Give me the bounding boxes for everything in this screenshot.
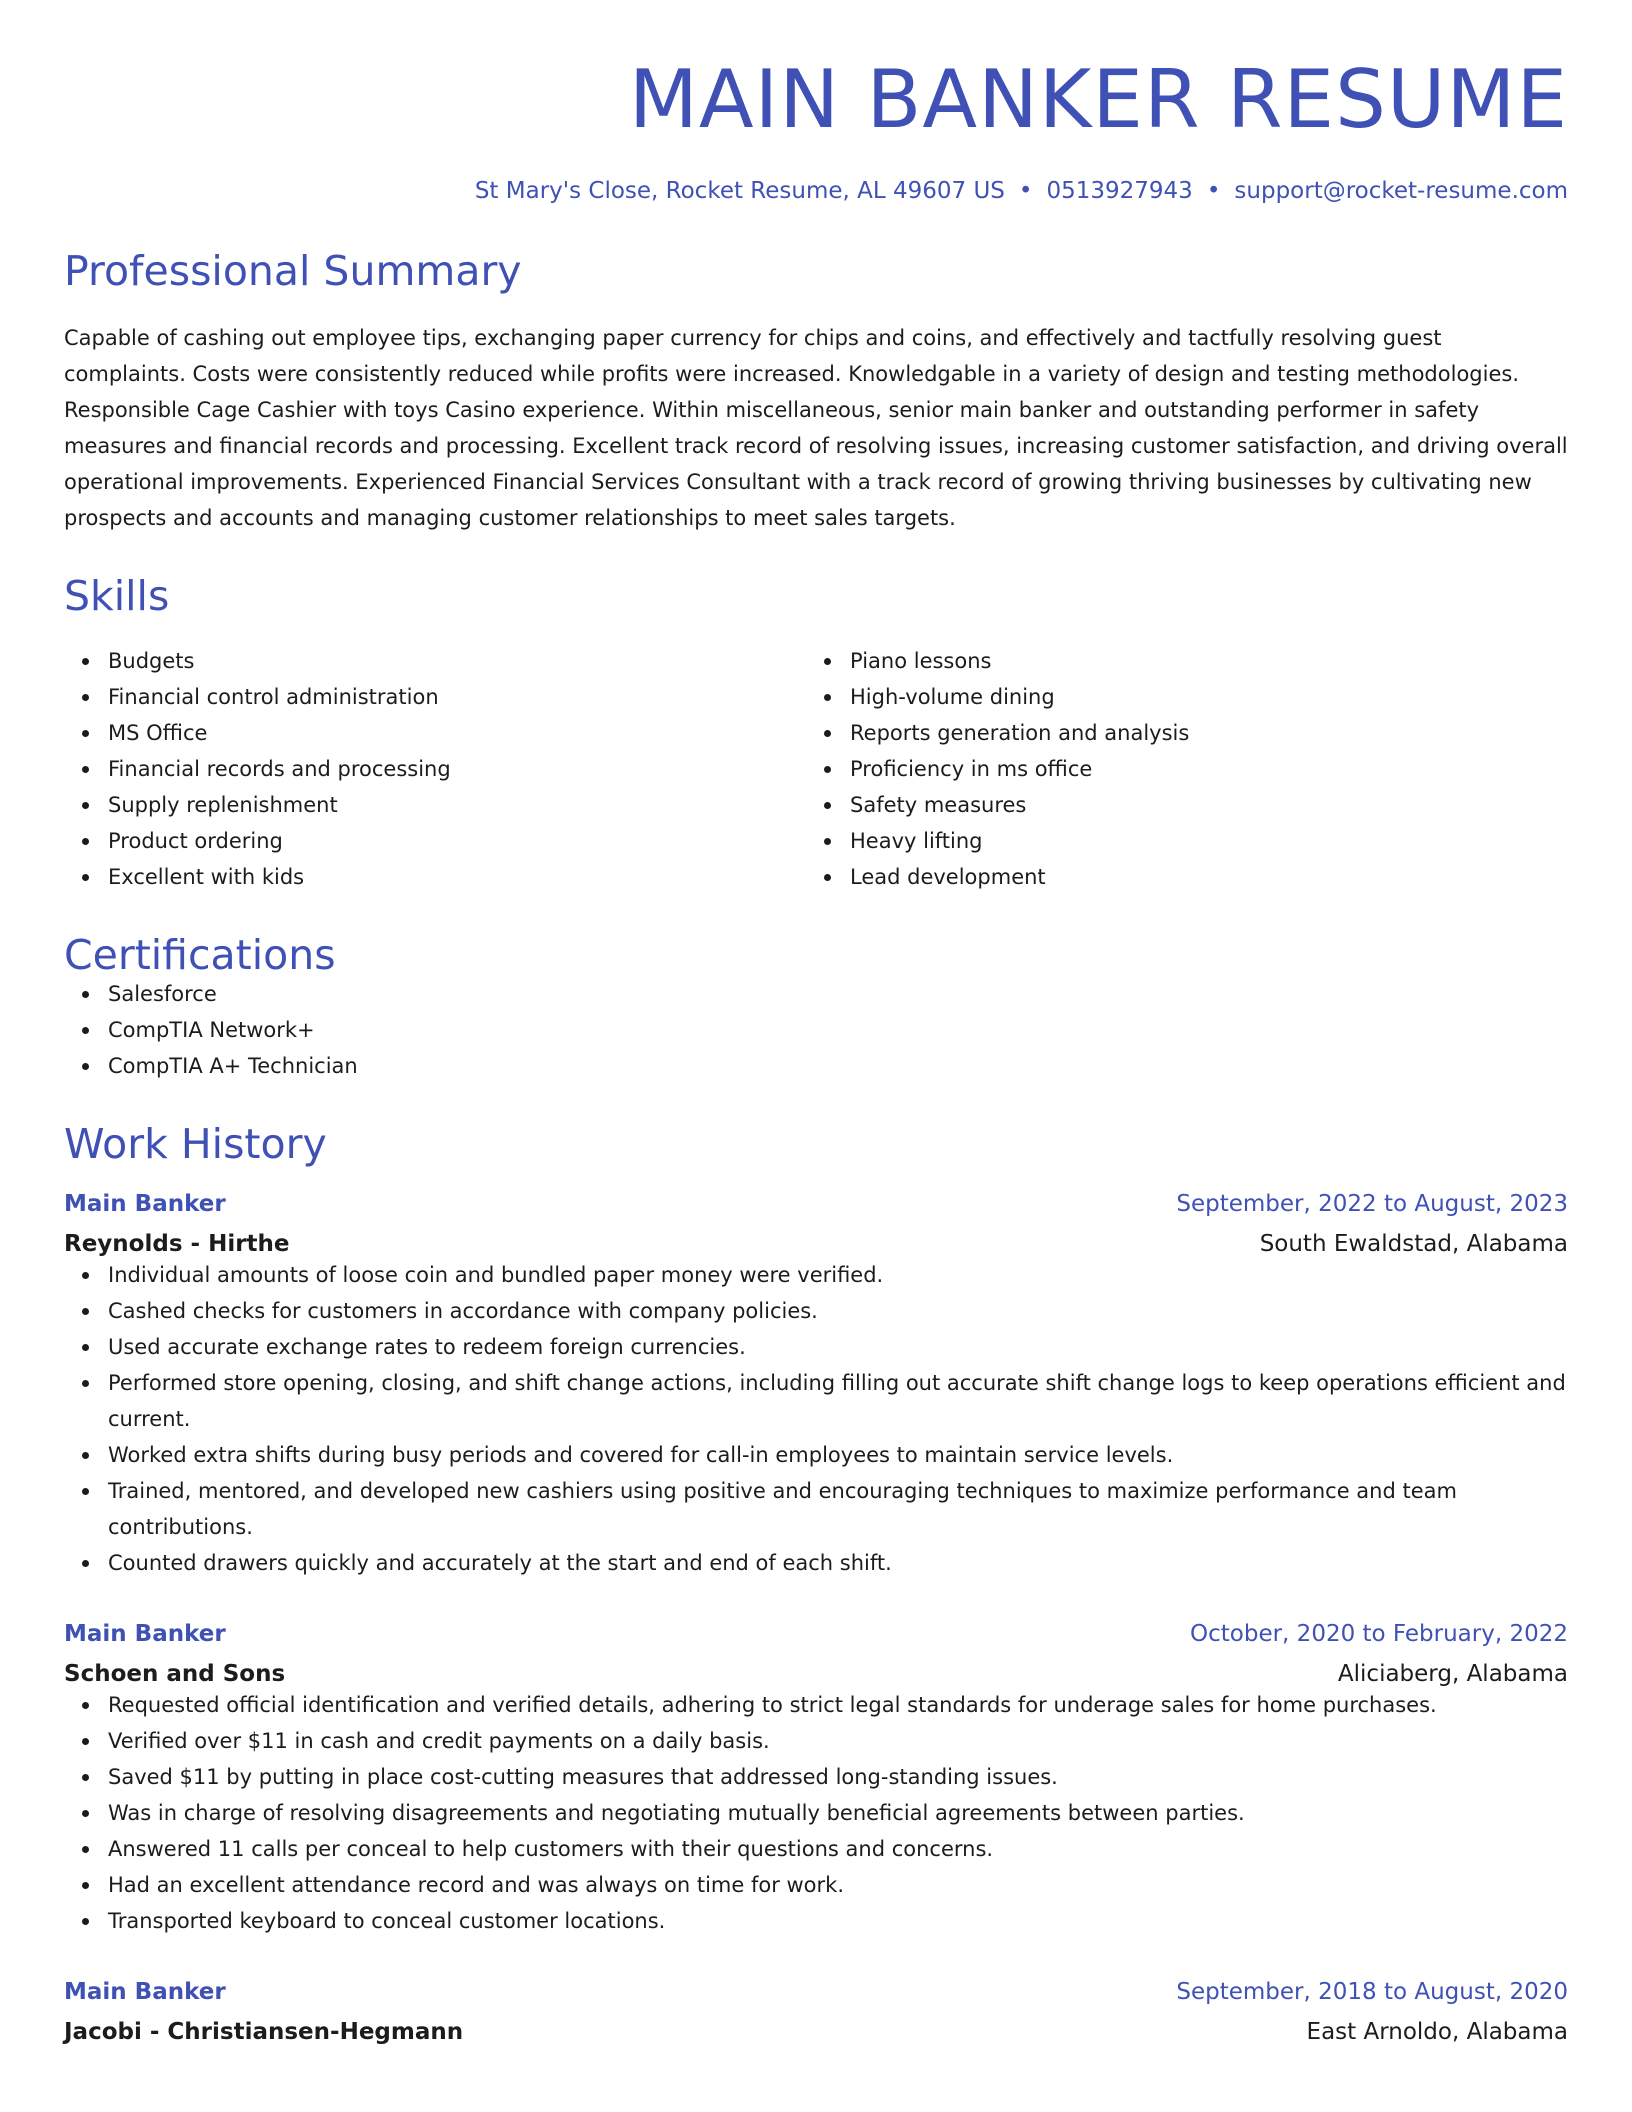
job-bullet-item: Performed store opening, closing, and shift change actions, including filling out accurate shift change logs to keep operations efficient and current. [108, 1365, 1568, 1437]
skill-item: Financial control administration [108, 679, 806, 715]
skill-item: Heavy lifting [850, 823, 1548, 859]
skill-item: Safety measures [850, 787, 1548, 823]
skills-list-left [64, 643, 806, 895]
job-location: South Ewaldstad, Alabama [1259, 1231, 1568, 1257]
job-company-row [64, 1661, 1568, 1687]
job-bullet-item: Had an excellent attendance record and was always on time for work. [108, 1867, 1568, 1903]
job-header-row [64, 1191, 1568, 1217]
job-header-row [64, 1979, 1568, 2005]
skill-item: MS Office [108, 715, 806, 751]
job-company: Jacobi - Christiansen-Hegmann [64, 2019, 464, 2045]
skill-item: Lead development [850, 859, 1548, 895]
contact-separator: • [1206, 178, 1221, 204]
skill-item: Reports generation and analysis [850, 715, 1548, 751]
job-bullet-list [64, 1687, 1568, 1939]
skill-item: High-volume dining [850, 679, 1548, 715]
skills-column-right [806, 643, 1548, 895]
resume-page [64, 0, 1568, 2045]
job-bullet-list [64, 1257, 1568, 1581]
job-bullet-item: Worked extra shifts during busy periods and covered for call-in employees to maintain service levels. [108, 1437, 1568, 1473]
job-bullet-item: Was in charge of resolving disagreements and negotiating mutually beneficial agreements between parties. [108, 1795, 1568, 1831]
skill-item: Piano lessons [850, 643, 1548, 679]
job-company-row [64, 1231, 1568, 1257]
job-dates: October, 2020 to February, 2022 [1190, 1621, 1568, 1647]
job-company: Schoen and Sons [64, 1661, 286, 1687]
job-entry [64, 1979, 1568, 2045]
job-title: Main Banker [64, 1979, 226, 2005]
skill-item: Budgets [108, 643, 806, 679]
certifications-list [64, 976, 1568, 1084]
work-history-list [64, 1191, 1568, 2045]
skills-list-right [806, 643, 1548, 895]
section-title-skills: Skills [64, 572, 170, 620]
skills-grid [64, 643, 1568, 895]
certification-item: Salesforce [108, 976, 1568, 1012]
summary-text: Capable of cashing out employee tips, exchanging paper currency for chips and coins, and effectively and tactfully resolving guest complaints. Costs were consistently reduced while profits were increased. Knowledgable in a variety of design and testing methodologies. Responsible Cage Cashier with toys Casino experience. Within miscellaneous, senior main banker and outstanding performer in safety measures and financial records and processing. Excellent track record of resolving issues, increasing customer satisfaction, and driving overall operational improvements. Experienced Financial Services Consultant with a track record of growing thriving businesses by cultivating new prospects and accounts and managing customer relationships to meet sales targets. [64, 326, 1568, 530]
job-location: Aliciaberg, Alabama [1337, 1661, 1568, 1687]
certification-item: CompTIA A+ Technician [108, 1048, 1568, 1084]
job-bullet-item: Used accurate exchange rates to redeem foreign currencies. [108, 1329, 1568, 1365]
job-bullet-item: Transported keyboard to conceal customer locations. [108, 1903, 1568, 1939]
job-entry [64, 1621, 1568, 1939]
section-title-certifications: Certifications [64, 931, 336, 979]
job-bullet-item: Answered 11 calls per conceal to help customers with their questions and concerns. [108, 1831, 1568, 1867]
job-header-row [64, 1621, 1568, 1647]
contact-phone: 0513927943 [1046, 178, 1193, 204]
job-bullet-item: Trained, mentored, and developed new cashiers using positive and encouraging techniques to maximize performance and team contributions. [108, 1473, 1568, 1545]
section-title-summary: Professional Summary [64, 247, 522, 295]
contact-line [64, 180, 1568, 203]
job-dates: September, 2022 to August, 2023 [1176, 1191, 1568, 1217]
skill-item: Product ordering [108, 823, 806, 859]
job-company: Reynolds - Hirthe [64, 1231, 290, 1257]
certification-item: CompTIA Network+ [108, 1012, 1568, 1048]
job-title: Main Banker [64, 1621, 226, 1647]
skill-item: Excellent with kids [108, 859, 806, 895]
skill-item: Financial records and processing [108, 751, 806, 787]
skills-column-left [64, 643, 806, 895]
job-bullet-item: Counted drawers quickly and accurately at the start and end of each shift. [108, 1545, 1568, 1581]
job-dates: September, 2018 to August, 2020 [1176, 1979, 1568, 2005]
contact-email: support@rocket-resume.com [1234, 178, 1568, 204]
contact-separator: • [1018, 178, 1033, 204]
job-entry [64, 1191, 1568, 1581]
job-bullet-item: Verified over $11 in cash and credit payments on a daily basis. [108, 1723, 1568, 1759]
job-bullet-item: Saved $11 by putting in place cost-cutting measures that addressed long-standing issues. [108, 1759, 1568, 1795]
job-bullet-item: Requested official identification and verified details, adhering to strict legal standards for underage sales for home purchases. [108, 1687, 1568, 1723]
skill-item: Proficiency in ms office [850, 751, 1548, 787]
job-bullet-item: Individual amounts of loose coin and bundled paper money were verified. [108, 1257, 1568, 1293]
resume-name: MAIN BANKER RESUME [628, 53, 1568, 146]
job-bullet-item: Cashed checks for customers in accordance with company policies. [108, 1293, 1568, 1329]
section-title-work-history: Work History [64, 1120, 327, 1168]
job-company-row [64, 2019, 1568, 2045]
skill-item: Supply replenishment [108, 787, 806, 823]
job-location: East Arnoldo, Alabama [1306, 2019, 1568, 2045]
job-title: Main Banker [64, 1191, 226, 1217]
contact-address: St Mary's Close, Rocket Resume, AL 49607 US [474, 178, 1005, 204]
